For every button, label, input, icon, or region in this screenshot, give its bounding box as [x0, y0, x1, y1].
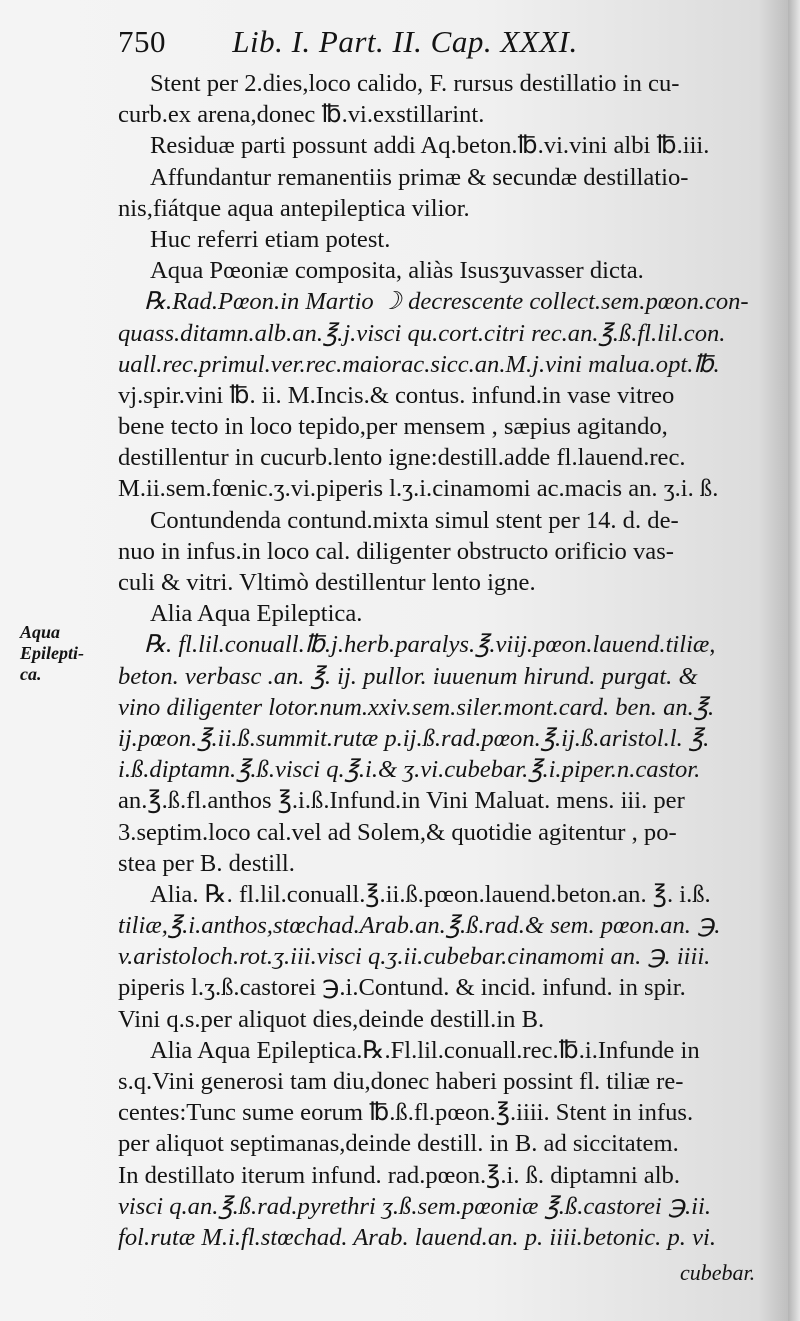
text-line: vino diligenter lotor.num.xxiv.sem.siler.mont.card. ben. an.℥. — [118, 693, 715, 721]
text-line: an.℥.ß.fl.anthos ℥.i.ß.Infund.in Vini Maluat. mens. iii. per — [118, 787, 685, 815]
text-line: fol.rutæ M.i.fl.stœchad. Arab. lauend.an. p. iiii.betonic. p. vi. — [118, 1223, 716, 1251]
page-spine-shadow — [788, 0, 800, 1321]
text-line: In destillato iterum infund. rad.pœon.℥.i. ß. diptamni alb. — [118, 1161, 681, 1189]
text-line: nuo in infus.in loco cal. diligenter obstructo orificio vas- — [118, 537, 674, 565]
page-number: 750 — [118, 24, 166, 59]
text-line: curb.ex arena,donec ℔.vi.exstillarint. — [118, 101, 485, 129]
text-line: Aqua Pœoniæ composita, aliàs Isusʒuvasser dicta. — [150, 257, 644, 285]
margin-note-line: Aqua — [20, 622, 61, 642]
text-line: Contundenda contund.mixta simul stent per 14. d. de- — [150, 506, 679, 534]
text-line: Huc referri etiam potest. — [150, 225, 391, 253]
text-line: Stent per 2.dies,loco calido, F. rursus destillatio in cu- — [150, 70, 680, 97]
text-line: ij.pœon.℥.ii.ß.summit.rutæ p.ij.ß.rad.pœon.℥.ij.ß.aristol.l. ℥. — [118, 724, 710, 752]
text-line: culi & vitri. Vltimò destillentur lento igne. — [118, 569, 536, 596]
text-line: stea per B. destill. — [118, 849, 295, 877]
text-line: Alia Aqua Epileptica.℞.Fl.lil.conuall.rec.℔.i.Infunde in — [150, 1036, 700, 1064]
text-line: quass.ditamn.alb.an.℥.j.visci qu.cort.citri rec.an.℥.ß.fl.lil.con. — [118, 319, 726, 347]
text-line: Alia Aqua Epileptica. — [150, 600, 363, 628]
body-text — [118, 68, 758, 1253]
running-title: Lib. I. Part. II. Cap. XXXI. — [232, 24, 578, 59]
text-line: piperis l.ʒ.ß.castorei ℈.i.Contund. & incid. infund. in spir. — [118, 974, 686, 1002]
text-line: ℞.Rad.Pœon.in Martio ☽ decrescente collect.sem.pœon.con- — [144, 288, 749, 316]
text-line: tiliæ,℥.i.anthos,stœchad.Arab.an.℥.ß.rad.& sem. pœon.an. ℈. — [118, 912, 721, 940]
text-line: centes:Tunc sume eorum ℔.ß.fl.pœon.℥.iiii. Stent in infus. — [118, 1099, 694, 1127]
text-line: vj.spir.vini ℔. ii. M.Incis.& contus. infund.in vase vitreo — [118, 381, 675, 409]
margin-note-line: ca. — [20, 664, 42, 684]
text-line: Residuæ parti possunt addi Aq.beton.℔.vi.vini albi ℔.iii. — [150, 132, 710, 160]
text-line: per aliquot septimanas,deinde destill. in B. ad siccitatem. — [118, 1130, 679, 1158]
text-line: M.ii.sem.fœnic.ʒ.vi.piperis l.ʒ.i.cinamomi ac.macis an. ʒ.i. ß. — [118, 475, 719, 503]
text-line: destillentur in cucurb.lento igne:destill.adde fl.lauend.rec. — [118, 444, 686, 472]
text-line: beton. verbasc .an. ℥. ij. pullor. iuuenum hirund. purgat. & — [118, 662, 698, 690]
text-line: nis,fiátque aqua antepileptica vilior. — [118, 194, 470, 222]
text-line: v.aristoloch.rot.ʒ.iii.visci q.ʒ.ii.cubebar.cinamomi an. ℈. iiii. — [118, 943, 711, 971]
text-line: Affundantur remanentiis primæ & secundæ destillatio- — [150, 163, 689, 191]
margin-note — [20, 622, 100, 685]
text-line: i.ß.diptamn.℥.ß.visci q.℥.i.& ʒ.vi.cubebar.℥.i.piper.n.castor. — [118, 756, 701, 784]
text-line: Alia. ℞. fl.lil.conuall.℥.ii.ß.pœon.lauend.beton.an. ℥. i.ß. — [150, 880, 711, 908]
text-line: bene tecto in loco tepido,per mensem , sæpius agitando, — [118, 413, 668, 441]
margin-note-line: Epilepti- — [20, 643, 84, 663]
catchword: cubebar. — [680, 1260, 756, 1285]
page-header — [118, 24, 678, 60]
text-line: s.q.Vini generosi tam diu,donec haberi possint fl. tiliæ re- — [118, 1068, 684, 1095]
text-line: uall.rec.primul.ver.rec.maiorac.sicc.an.M.j.vini malua.opt.℔. — [118, 350, 720, 378]
text-line: visci q.an.℥.ß.rad.pyrethri ʒ.ß.sem.pœoniæ ℥.ß.castorei ℈.ii. — [118, 1192, 711, 1220]
text-line: ℞. fl.lil.conuall.℔.j.herb.paralys.℥.viij.pœon.lauend.tiliæ, — [144, 631, 716, 659]
text-line: 3.septim.loco cal.vel ad Solem,& quotidie agitentur , po- — [118, 818, 677, 846]
text-line: Vini q.s.per aliquot dies,deinde destill.in B. — [118, 1005, 545, 1033]
